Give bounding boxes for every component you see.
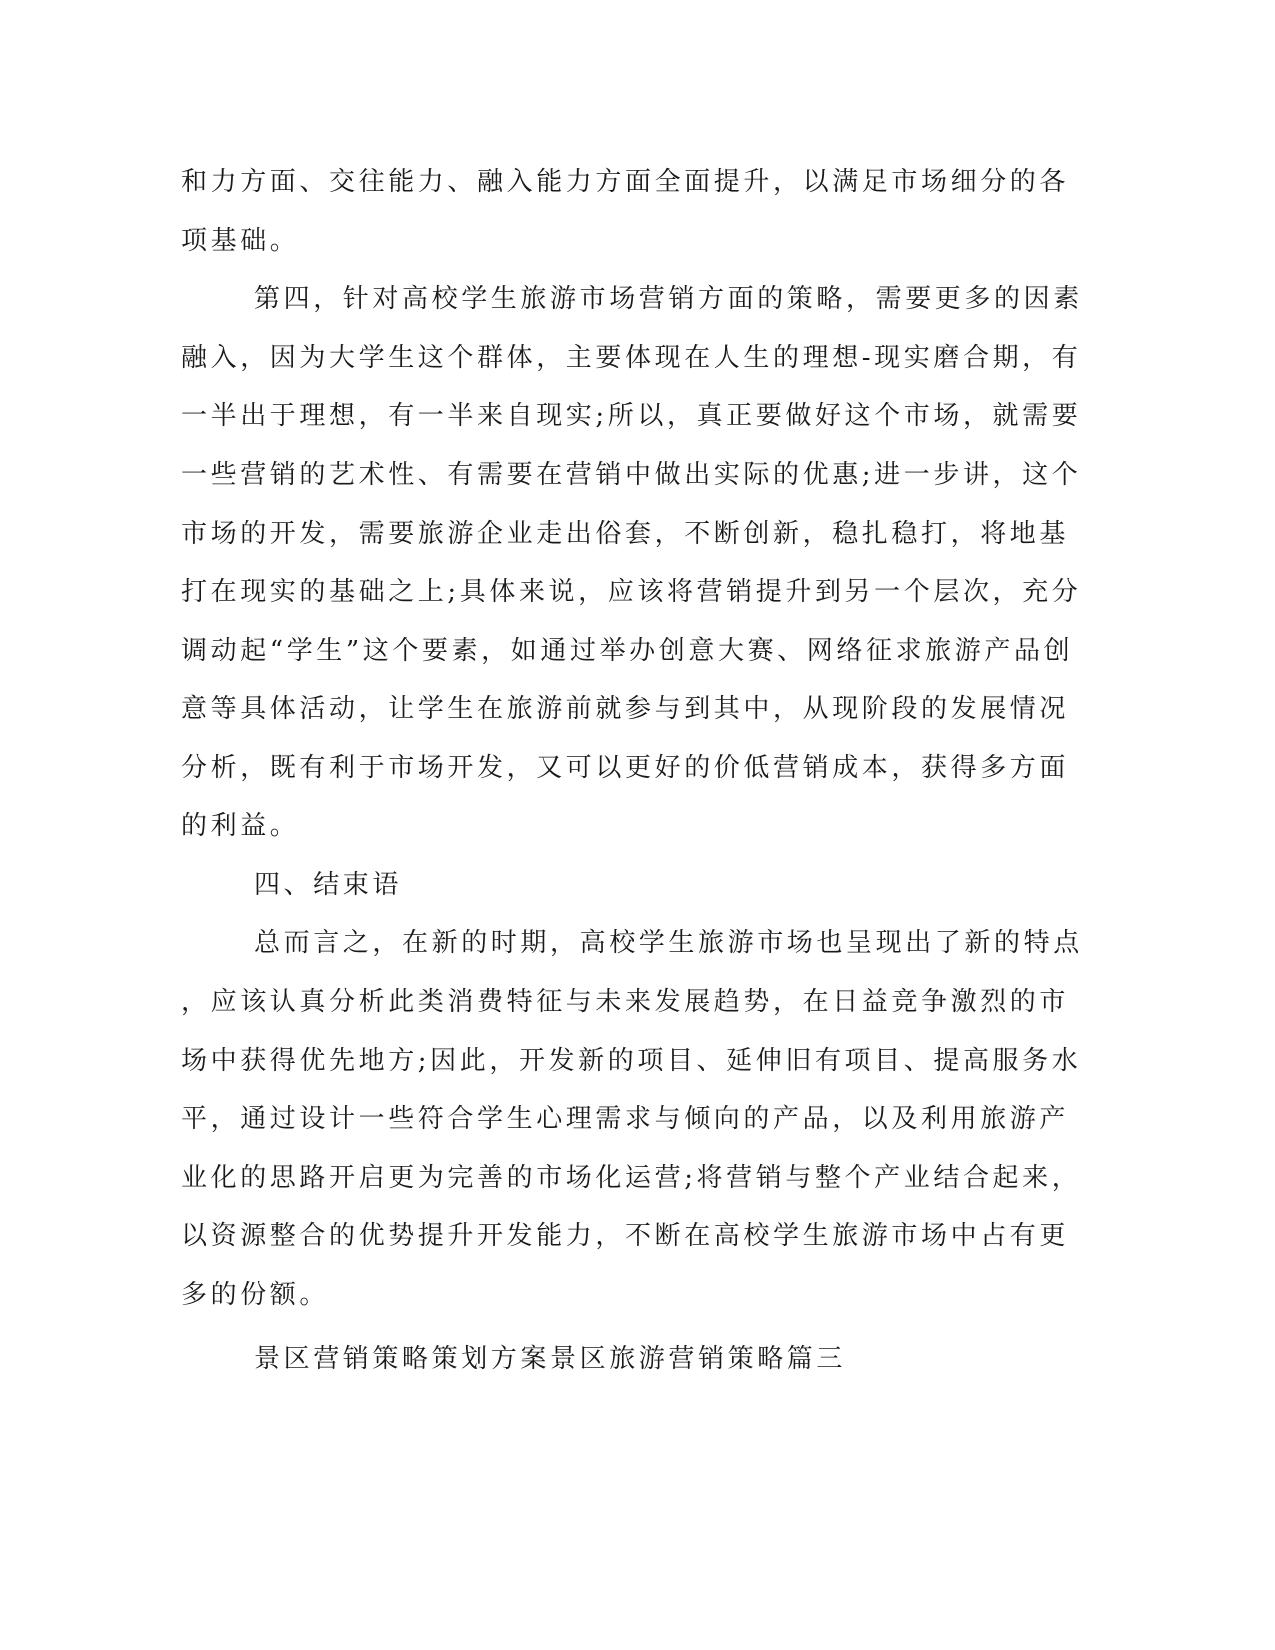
text-line: 场中获得优先地方;因此，开发新的项目、延伸旧有项目、提高服务水: [181, 1046, 1082, 1076]
text-line: 项基础。: [181, 226, 300, 256]
text-line: 业化的思路开启更为完善的市场化运营;将营销与整个产业结合起来，: [181, 1163, 1082, 1193]
text-line: 的利益。: [181, 811, 300, 841]
text-line: 平，通过设计一些符合学生心理需求与倾向的产品，以及利用旅游产: [181, 1104, 1070, 1134]
text-line: 一些营销的艺术性、有需要在营销中做出实际的优惠;进一步讲，这个: [181, 460, 1082, 490]
paragraph-start-line: 总而言之，在新的时期，高校学生旅游市场也呈现出了新的特点: [254, 928, 1083, 958]
text-line: 一半出于理想，有一半来自现实;所以，真正要做好这个市场，就需要: [181, 401, 1082, 431]
text-line: 意等具体活动，让学生在旅游前就参与到其中，从现阶段的发展情况: [181, 694, 1070, 724]
text-line: 多的份额。: [181, 1280, 330, 1310]
text-line: 调动起“学生”这个要素，如通过举办创意大赛、网络征求旅游产品创: [181, 636, 1074, 666]
paragraph-start-line: 第四，针对高校学生旅游市场营销方面的策略，需要更多的因素: [254, 284, 1083, 314]
text-line: 市场的开发，需要旅游企业走出俗套，不断创新，稳扎稳打，将地基: [181, 519, 1070, 549]
text-line: 融入，因为大学生这个群体，主要体现在人生的理想-现实磨合期，有: [181, 343, 1082, 373]
text-line: 和力方面、交往能力、融入能力方面全面提升，以满足市场细分的各: [181, 167, 1070, 197]
text-line: 打在现实的基础之上;具体来说，应该将营销提升到另一个层次，充分: [181, 577, 1082, 607]
text-line: 分析，既有利于市场开发，又可以更好的价低营销成本，获得多方面: [181, 753, 1070, 783]
section-title: 景区营销策略策划方案景区旅游营销策略篇三: [254, 1344, 847, 1374]
section-heading: 四、结束语: [254, 870, 403, 900]
text-line: 以资源整合的优势提升开发能力，不断在高校学生旅游市场中占有更: [181, 1221, 1070, 1251]
text-line: ，应该认真分析此类消费特征与未来发展趋势，在日益竞争激烈的市: [181, 987, 1070, 1017]
